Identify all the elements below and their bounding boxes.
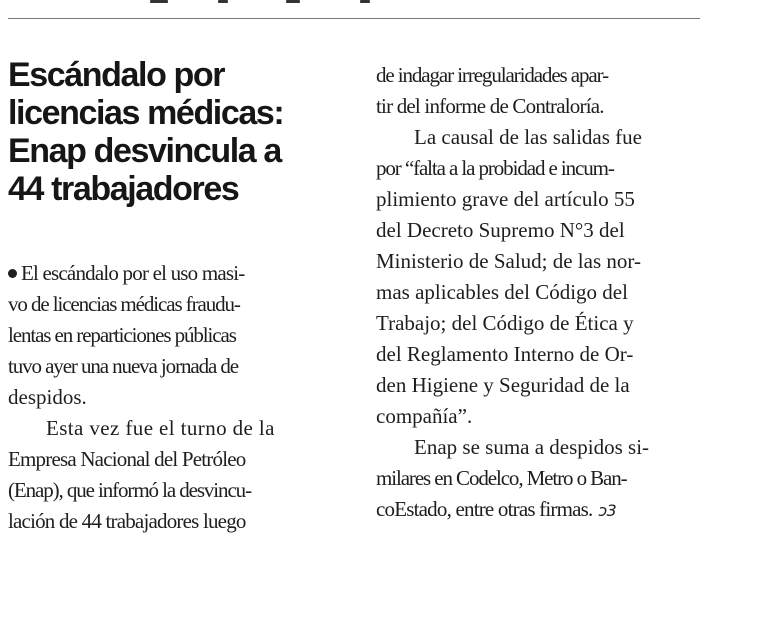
text-fragment [360,0,370,3]
text-line: plimiento grave del artículo 55 [376,187,635,211]
left-column [8,56,344,537]
text-line: Esta vez fue el turno de la [46,416,275,440]
text-line: vo de licencias médicas fraudu- [8,292,240,316]
text-line: de indagar irregularidades apar- [376,63,608,87]
text-line: Ministerio de Salud; de las nor- [376,249,641,273]
text-line: milares en Codelco, Metro o Ban- [376,466,627,490]
text-line: lación de 44 trabajadores luego [8,509,246,533]
headline [8,56,344,208]
text-line: tir del informe de Contraloría. [376,94,604,118]
text-line [8,258,344,289]
text-line [376,494,702,526]
text-line: den Higiene y Seguridad de la [376,373,630,397]
text-line-content: El escándalo por el uso masi- [21,261,245,285]
headline-line: Enap desvincula a [8,132,281,170]
headline-line: licencias médicas: [8,94,284,132]
end-mark-icon: ↄ3 [598,501,616,520]
cropped-text-above [0,0,768,8]
text-line: Enap se suma a despidos si- [414,435,650,459]
headline-line: 44 trabajadores [8,170,239,208]
text-fragment [218,0,228,3]
headline-line: Escándalo por [8,56,225,94]
text-line: tuvo ayer una nueva jornada de [8,354,238,378]
text-line: (Enap), que informó la desvincu- [8,478,251,502]
paragraph [376,122,702,432]
section-divider [8,18,700,19]
paragraph [376,432,702,526]
text-line: Trabajo; del Código de Ética y [376,311,634,335]
text-line: despidos. [8,385,87,409]
bullet-icon [8,269,17,278]
text-fragment [286,0,300,3]
text-line: Empresa Nacional del Petróleo [8,447,246,471]
paragraph-continued [376,60,702,122]
text-line: compañía”. [376,404,473,428]
lead-paragraph [8,258,344,413]
text-line: mas aplicables del Código del [376,280,628,304]
text-line: por “falta a la probidad e incum- [376,156,614,180]
text-fragment [150,0,168,3]
text-line: del Decreto Supremo N°3 del [376,218,625,242]
text-line: del Reglamento Interno de Or- [376,342,634,366]
text-line: lentas en reparticiones públicas [8,323,236,347]
paragraph [8,413,344,537]
text-line: La causal de las salidas fue [414,125,642,149]
text-line-content: coEstado, entre otras firmas. [376,497,593,521]
right-column [376,60,702,526]
